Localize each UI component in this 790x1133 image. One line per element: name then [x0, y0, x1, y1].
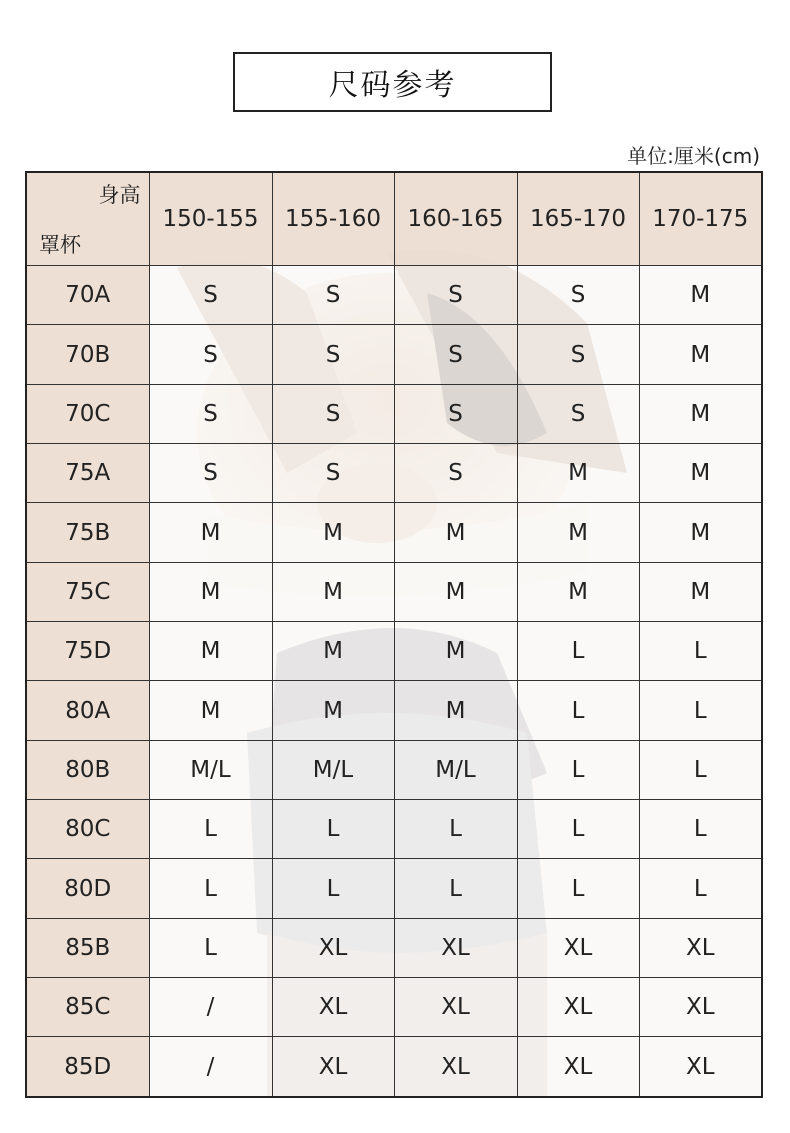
- size-cell: XL: [639, 978, 761, 1037]
- size-chart: [25, 171, 763, 1098]
- size-cell: S: [149, 266, 272, 325]
- size-cell: S: [149, 325, 272, 384]
- size-cell: L: [149, 859, 272, 918]
- table-row: [27, 740, 761, 799]
- table-row: [27, 266, 761, 325]
- column-header: 170-175: [639, 173, 761, 266]
- size-cell: M: [639, 325, 761, 384]
- size-cell: S: [394, 384, 517, 443]
- size-cell: L: [639, 859, 761, 918]
- height-label: 身高: [98, 183, 141, 207]
- table-row: [27, 503, 761, 562]
- table-row: [27, 918, 761, 977]
- size-cell: L: [517, 681, 639, 740]
- size-cell: M: [272, 503, 394, 562]
- size-cell: M: [639, 444, 761, 503]
- table-row: [27, 859, 761, 918]
- size-cell: S: [272, 444, 394, 503]
- column-header: 165-170: [517, 173, 639, 266]
- size-cell: XL: [394, 918, 517, 977]
- table-row: [27, 562, 761, 621]
- size-cell: M: [272, 562, 394, 621]
- table-row: [27, 444, 761, 503]
- size-cell: M: [149, 562, 272, 621]
- size-cell: XL: [394, 1037, 517, 1096]
- row-label: 85B: [27, 918, 149, 977]
- size-cell: M: [149, 681, 272, 740]
- row-label: 70A: [27, 266, 149, 325]
- size-cell: S: [394, 266, 517, 325]
- row-label: 85C: [27, 978, 149, 1037]
- row-label: 80C: [27, 800, 149, 859]
- size-cell: /: [149, 1037, 272, 1096]
- size-cell: S: [517, 384, 639, 443]
- size-cell: /: [149, 978, 272, 1037]
- size-cell: S: [272, 384, 394, 443]
- size-cell: L: [639, 800, 761, 859]
- size-cell: L: [394, 800, 517, 859]
- row-label: 70C: [27, 384, 149, 443]
- size-cell: M: [272, 681, 394, 740]
- column-header: 150-155: [149, 173, 272, 266]
- size-cell: L: [639, 622, 761, 681]
- size-cell: M: [394, 503, 517, 562]
- header-row: [27, 173, 761, 266]
- size-cell: M: [517, 444, 639, 503]
- size-cell: M: [517, 503, 639, 562]
- size-cell: M/L: [394, 740, 517, 799]
- size-cell: L: [639, 681, 761, 740]
- size-cell: L: [517, 859, 639, 918]
- size-cell: M: [639, 266, 761, 325]
- size-cell: XL: [272, 978, 394, 1037]
- size-cell: S: [394, 444, 517, 503]
- corner-cell: [27, 173, 149, 266]
- size-cell: M/L: [272, 740, 394, 799]
- size-cell: XL: [639, 1037, 761, 1096]
- table-body: [27, 266, 761, 1097]
- size-cell: L: [639, 740, 761, 799]
- row-label: 75D: [27, 622, 149, 681]
- size-cell: L: [394, 859, 517, 918]
- column-header: 155-160: [272, 173, 394, 266]
- table-row: [27, 1037, 761, 1096]
- table-row: [27, 622, 761, 681]
- row-label: 70B: [27, 325, 149, 384]
- row-label: 80B: [27, 740, 149, 799]
- size-cell: S: [149, 444, 272, 503]
- size-cell: M: [394, 622, 517, 681]
- size-cell: S: [517, 325, 639, 384]
- size-cell: L: [149, 800, 272, 859]
- size-cell: XL: [272, 918, 394, 977]
- row-label: 75C: [27, 562, 149, 621]
- size-cell: XL: [639, 918, 761, 977]
- size-cell: XL: [394, 978, 517, 1037]
- size-cell: XL: [272, 1037, 394, 1096]
- size-cell: L: [517, 800, 639, 859]
- size-cell: M: [149, 503, 272, 562]
- row-label: 80A: [27, 681, 149, 740]
- row-label: 75A: [27, 444, 149, 503]
- size-cell: XL: [517, 1037, 639, 1096]
- size-cell: M: [639, 503, 761, 562]
- row-label: 80D: [27, 859, 149, 918]
- size-cell: M: [394, 681, 517, 740]
- row-label: 85D: [27, 1037, 149, 1096]
- size-cell: XL: [517, 978, 639, 1037]
- size-cell: S: [272, 266, 394, 325]
- size-table: [27, 173, 761, 1096]
- size-cell: M: [639, 384, 761, 443]
- size-cell: M: [394, 562, 517, 621]
- table-row: [27, 325, 761, 384]
- table-row: [27, 681, 761, 740]
- cup-label: 罩杯: [39, 233, 81, 257]
- size-cell: L: [149, 918, 272, 977]
- size-cell: L: [272, 800, 394, 859]
- size-cell: L: [517, 622, 639, 681]
- size-cell: M: [272, 622, 394, 681]
- table-row: [27, 384, 761, 443]
- table-row: [27, 978, 761, 1037]
- size-cell: S: [517, 266, 639, 325]
- size-cell: XL: [517, 918, 639, 977]
- row-label: 75B: [27, 503, 149, 562]
- column-header: 160-165: [394, 173, 517, 266]
- size-cell: L: [272, 859, 394, 918]
- size-cell: L: [517, 740, 639, 799]
- size-cell: S: [149, 384, 272, 443]
- size-cell: S: [394, 325, 517, 384]
- unit-note: 单位:厘米(cm): [627, 144, 760, 168]
- page-title: 尺码参考: [233, 52, 552, 112]
- size-cell: S: [272, 325, 394, 384]
- size-cell: M: [517, 562, 639, 621]
- size-cell: M/L: [149, 740, 272, 799]
- size-cell: M: [639, 562, 761, 621]
- size-cell: M: [149, 622, 272, 681]
- table-row: [27, 800, 761, 859]
